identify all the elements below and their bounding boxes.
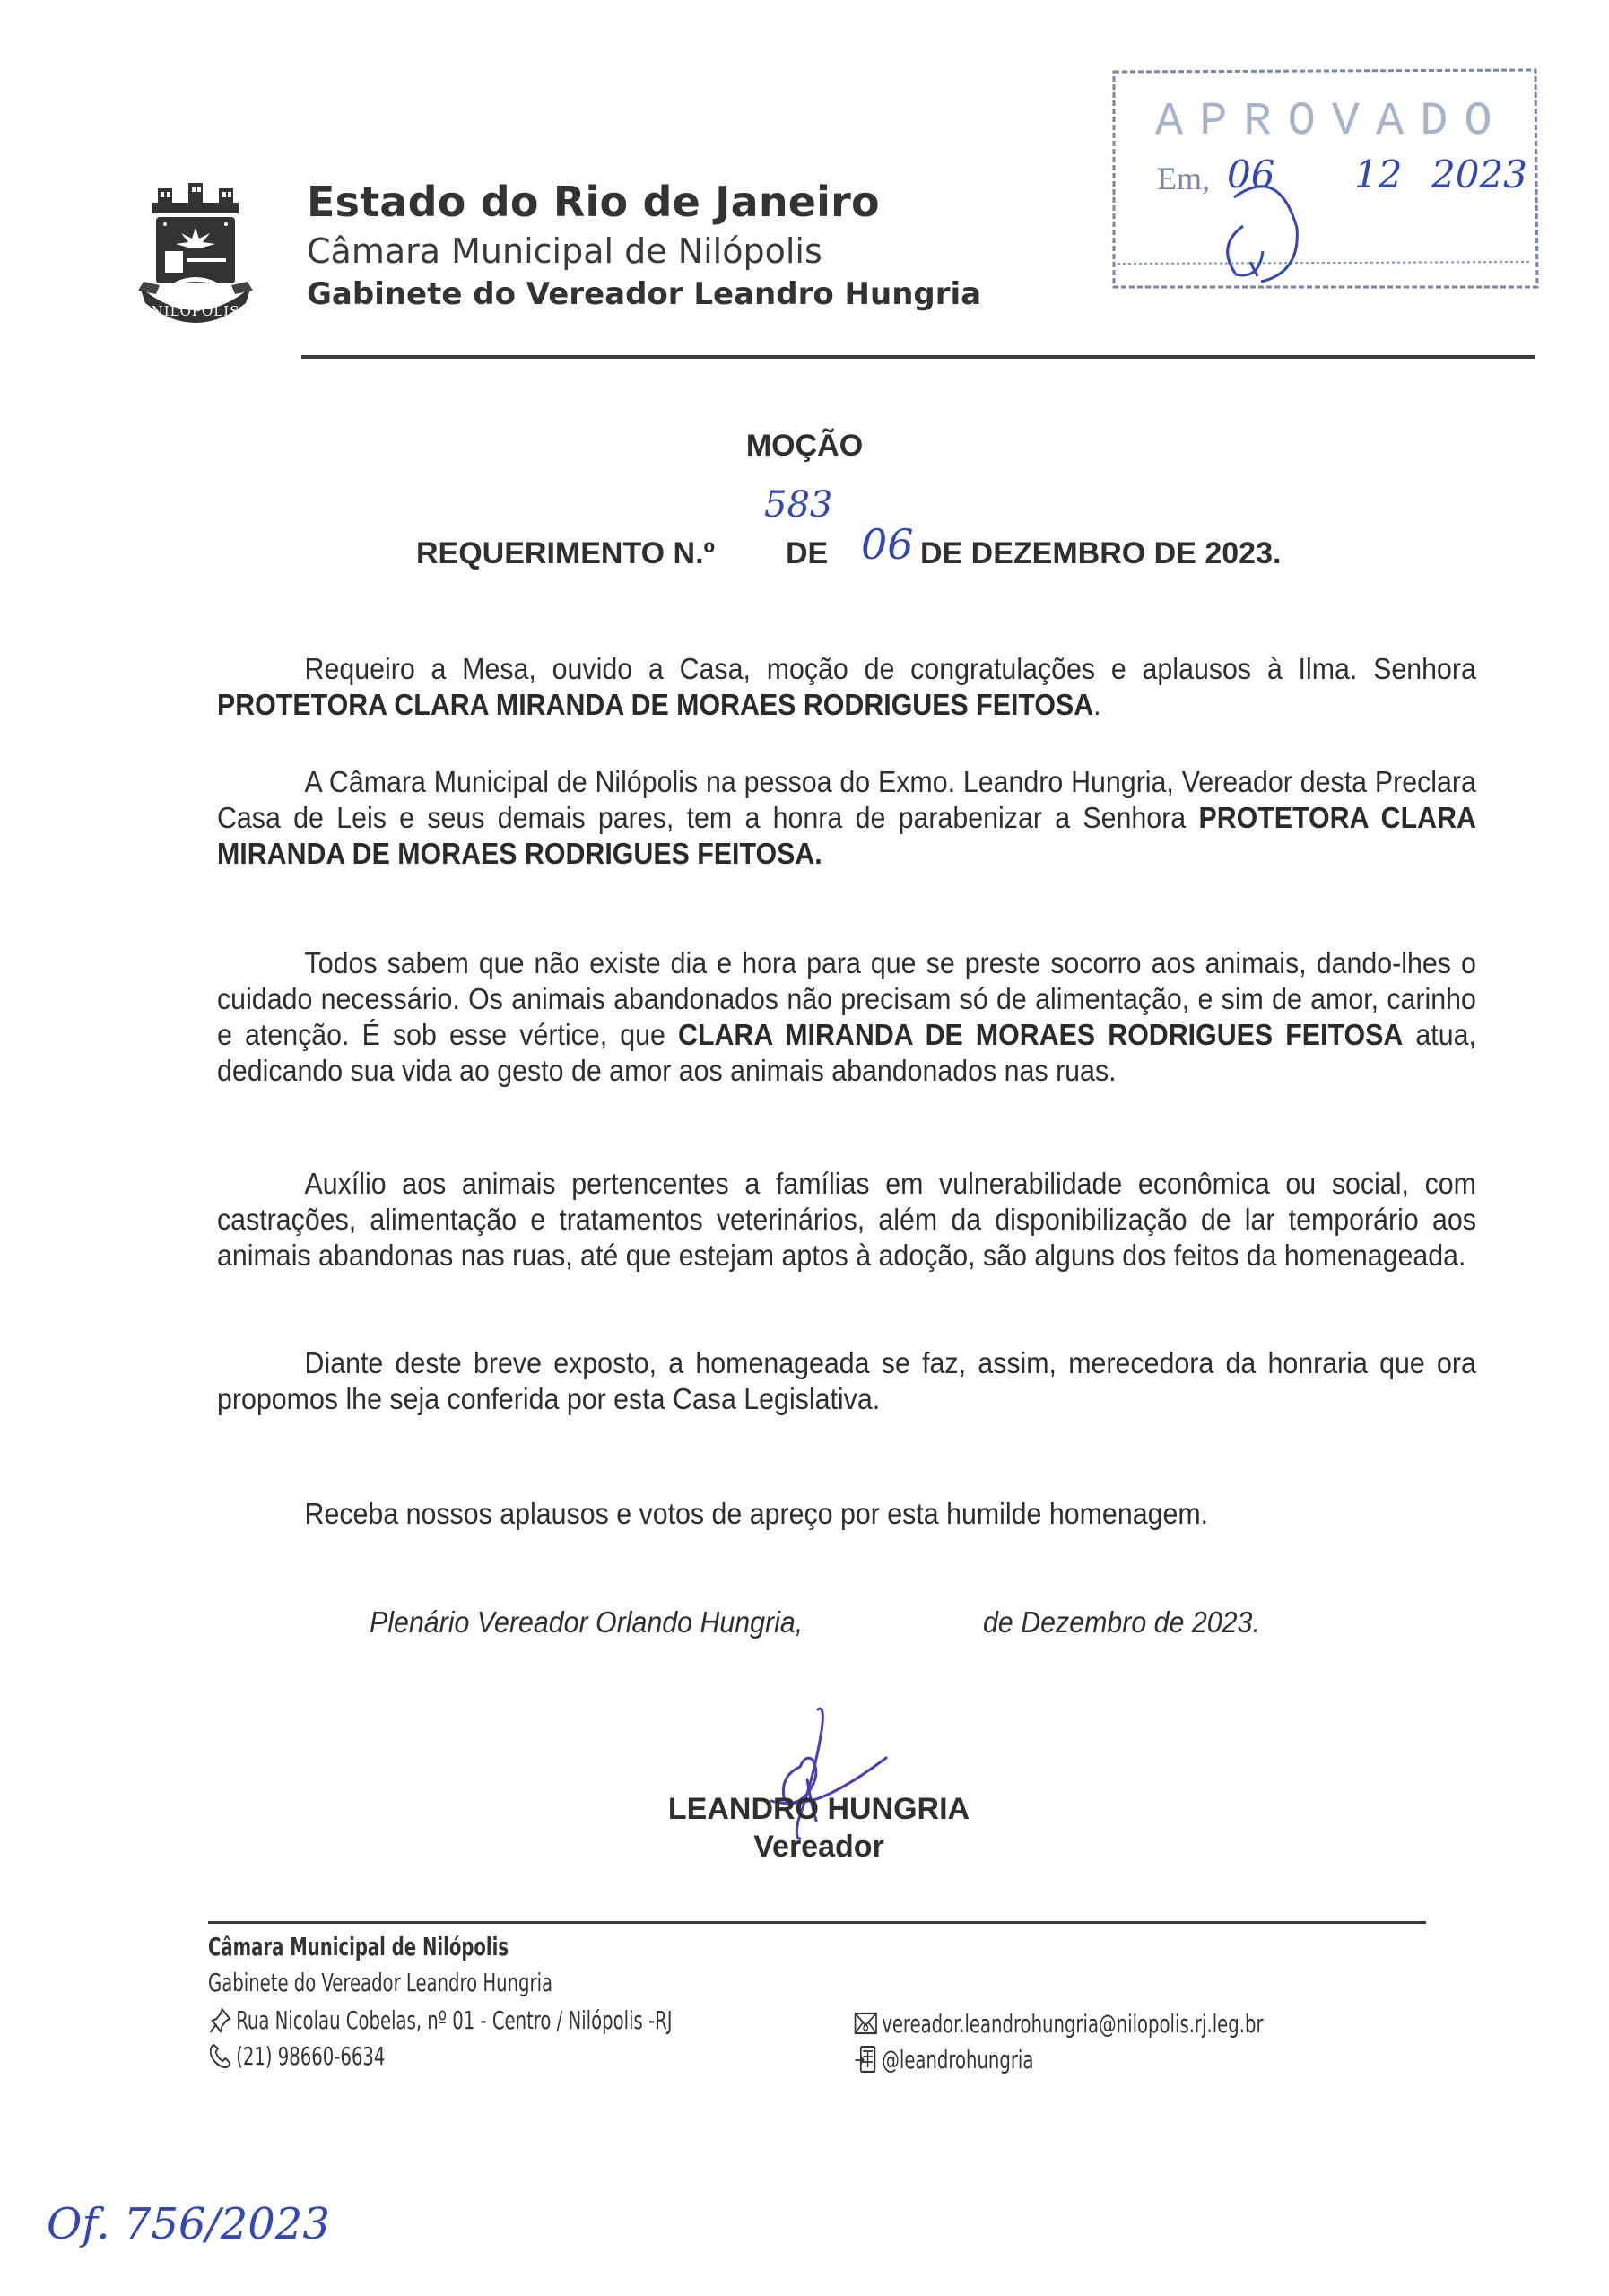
paragraph-request: Requeiro a Mesa, ouvido a Casa, moção de congratulações e aplausos à Ilma. Senhora PROTETORA CLARA MIRANDA DE MORAES RODRIGUES FEITOSA. xyxy=(217,652,1476,721)
header-chamber: Câmara Municipal de Nilópolis xyxy=(307,231,822,271)
stamp-month: 12 xyxy=(1354,152,1403,196)
header-office: Gabinete do Vereador Leandro Hungria xyxy=(307,276,982,312)
footer-phone: (21) 98660-6634 xyxy=(208,2041,385,2071)
request-number: 583 xyxy=(764,484,833,526)
map-pin-icon xyxy=(208,2006,232,2033)
phone-icon xyxy=(208,2042,232,2069)
footer-org: Câmara Municipal de Nilópolis xyxy=(208,1932,509,1961)
request-de-label: DE xyxy=(786,536,829,570)
paragraph-assistance: Auxílio aos animais pertencentes a famílias em vulnerabilidade econômica ou social, com castrações, alimentação e tratamentos veterinários, além da disponibilização de lar temporário aos animais abandonas nas ruas, até que estejam aptos à adoção, são alguns dos feitos da homenageada. xyxy=(217,1167,1476,1272)
closing-place: Plenário Vereador Orlando Hungria, xyxy=(370,1605,804,1639)
paragraph-animals: Todos sabem que não existe dia e hora para que se preste socorro aos animais, dando-lhes o cuidado necessário. Os animais abandonados não precisam só de alimentação, e sim de amor, carinho e atenção. É sob esse vértice, que CLARA MIRANDA DE MORAES RODRIGUES FEITOSA atua, dedicando sua vida ao gesto de amor aos animais abandonados nas ruas. xyxy=(217,946,1476,1087)
request-label: REQUERIMENTO N.º xyxy=(416,536,715,570)
nilopolis-coat-of-arms-icon xyxy=(133,176,258,330)
envelope-icon xyxy=(854,2010,878,2037)
footer-divider xyxy=(208,1921,1426,1924)
handwritten-office-number: Of. 756/2023 xyxy=(47,2199,330,2249)
crest-motto: NILOPOLIS xyxy=(151,303,240,319)
paragraph-chamber: A Câmara Municipal de Nilópolis na pessoa do Exmo. Leandro Hungria, Vereador desta Preclara Casa de Leis e seus demais pares, tem a honra de parabenizar a Senhora PROTETORA CLARA MIRANDA DE MORAES RODRIGUES FEITOSA. xyxy=(217,765,1476,870)
stamp-approved-word: APROVADO xyxy=(1155,95,1509,148)
footer-office: Gabinete do Vereador Leandro Hungria xyxy=(208,1968,553,1997)
header-state: Estado do Rio de Janeiro xyxy=(307,178,880,226)
signer-role: Vereador xyxy=(753,1830,884,1864)
footer-social: @leandrohungria xyxy=(854,2045,1033,2074)
request-day: 06 xyxy=(861,520,914,569)
honoree-name: PROTETORA CLARA MIRANDA DE MORAES RODRIGUES FEITOSA xyxy=(217,688,1094,721)
request-date: DE DEZEMBRO DE 2023. xyxy=(920,536,1282,570)
honoree-name: CLARA MIRANDA DE MORAES RODRIGUES FEITOSA xyxy=(678,1018,1404,1051)
footer-email: vereador.leandrohungria@nilopolis.rj.leg.br xyxy=(854,2009,1264,2039)
stamp-em-label: Em, xyxy=(1157,161,1210,196)
smartphone-social-icon xyxy=(854,2046,878,2073)
footer-address: Rua Nicolau Cobelas, nº 01 - Centro / Nilópolis -RJ xyxy=(208,2005,673,2035)
paragraph-merit: Diante deste breve exposto, a homenageada se faz, assim, merecedora da honraria que ora propomos lhe seja conferida por esta Casa Legislativa. xyxy=(217,1346,1476,1415)
document-type: MOÇÃO xyxy=(745,429,864,463)
paragraph-applause: Receba nossos aplausos e votos de apreço por esta humilde homenagem. xyxy=(304,1497,1209,1530)
header-divider xyxy=(301,355,1535,359)
stamp-year: 2023 xyxy=(1431,152,1527,196)
closing-date: de Dezembro de 2023. xyxy=(983,1605,1260,1639)
signer-name: LEANDRO HUNGRIA xyxy=(667,1792,970,1826)
honoree-name: PROTETORA CLARA MIRANDA DE MORAES RODRIGUES FEITOSA. xyxy=(217,801,1476,870)
stamp-day: 06 xyxy=(1227,152,1275,196)
